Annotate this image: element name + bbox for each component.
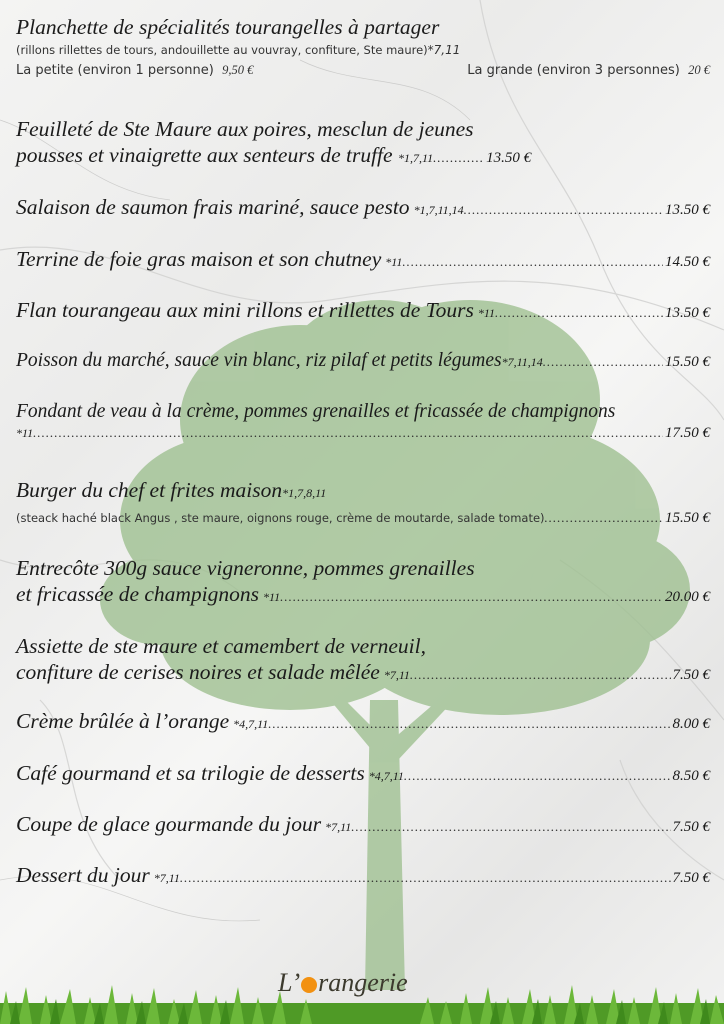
item-title: Poisson du marché, sauce vin blanc, riz pilaf et petits légumes <box>16 350 502 371</box>
menu-item-fondant-veau <box>16 399 710 442</box>
size-small-label: La petite (environ 1 personne) <box>16 63 214 78</box>
item-allergens: *4,7,11 <box>233 717 269 731</box>
menu-item-creme-brulee <box>16 708 710 734</box>
item-price: 17.50 € <box>665 425 710 441</box>
item-allergens: *7,11 <box>153 871 180 885</box>
menu-item-coupe-glace <box>16 811 710 837</box>
menu-item-planchette <box>16 14 710 78</box>
item-row <box>16 708 710 734</box>
menu-item-poisson <box>16 348 710 374</box>
item-title-line1: Fondant de veau à la crème, pommes grenailles et fricassée de champignons <box>16 401 616 422</box>
item-allergens: *4,7,11 <box>368 769 404 783</box>
logo-text-post: rangerie <box>318 968 408 997</box>
menu-item-burger <box>16 477 710 527</box>
item-dots <box>404 768 671 784</box>
item-price: 15.50 € <box>665 354 710 370</box>
item-dots <box>543 354 663 370</box>
item-row <box>16 348 710 374</box>
item-allergens: *7,11 <box>427 43 461 57</box>
item-dots <box>180 870 671 886</box>
item-allergens: *1,7,11,14 <box>413 203 464 217</box>
item-title-line1 <box>16 477 710 506</box>
size-large-label: La grande (environ 3 personnes) <box>467 63 680 78</box>
item-row <box>16 760 710 786</box>
item-allergens: *11 <box>477 306 495 320</box>
item-title: confiture de cerises noires et salade mêlée <box>16 660 380 684</box>
item-description: (steack haché black Angus , ste maure, oignons rouge, crème de moutarde, salade tomate) <box>16 511 545 525</box>
size-small <box>16 63 253 78</box>
item-price: 7.50 € <box>672 667 710 683</box>
orange-icon <box>301 977 317 993</box>
item-title-line1: Entrecôte 300g sauce vigneronne, pommes grenailles <box>16 556 475 580</box>
item-row <box>16 297 710 323</box>
item-price: 13.50 € <box>486 150 532 166</box>
size-small-price: 9,50 € <box>222 63 254 77</box>
item-price: 13.50 € <box>665 202 710 218</box>
item-title: Terrine de foie gras maison et son chutney <box>16 247 382 271</box>
item-price: 15.50 € <box>665 510 710 526</box>
item-dots <box>545 510 663 526</box>
item-price: 20.00 € <box>665 589 710 605</box>
size-large <box>467 63 710 78</box>
item-allergens: *11 <box>385 255 403 269</box>
item-dots <box>402 254 663 270</box>
menu-item-cafe-gourmand <box>16 760 710 786</box>
item-title-text: pousses et vinaigrette aux senteurs de truffe <box>16 143 393 167</box>
item-price: 14.50 € <box>665 254 710 270</box>
item-title: et fricassée de champignons <box>16 582 260 606</box>
item-title-line1: Feuilleté de Ste Maure aux poires, mesclun de jeunes <box>16 117 474 141</box>
item-row <box>16 510 710 527</box>
item-allergens: *7,11 <box>383 668 410 682</box>
item-dots <box>280 589 663 605</box>
item-allergens: *11 <box>263 590 281 604</box>
item-title: Flan tourangeau aux mini rillons et rillettes de Tours <box>16 298 474 322</box>
item-allergens: *7,11 <box>325 820 352 834</box>
item-dots: ............ <box>433 150 485 165</box>
item-row <box>16 811 710 837</box>
menu-item-saumon <box>16 194 710 220</box>
item-row <box>16 425 710 442</box>
item-dots <box>464 202 663 218</box>
item-row <box>16 659 710 685</box>
menu-item-foie-gras <box>16 246 710 272</box>
item-title <box>16 142 710 171</box>
restaurant-logo <box>278 968 448 1008</box>
item-description-text: (rillons rillettes de tours, andouillette au vouvray, confiture, Ste maure) <box>16 43 428 57</box>
item-dots <box>351 819 670 835</box>
item-row <box>16 246 710 272</box>
item-allergens: *1,7,11 <box>397 151 434 165</box>
item-price: 8.00 € <box>672 716 710 732</box>
item-dots <box>410 667 671 683</box>
item-allergens: *11 <box>16 426 34 440</box>
item-row <box>16 194 710 220</box>
item-row <box>16 862 710 888</box>
item-title-text: Burger du chef et frites maison <box>16 478 283 502</box>
menu-item-dessert-du-jour <box>16 862 710 888</box>
item-price: 7.50 € <box>672 819 710 835</box>
item-title: Coupe de glace gourmande du jour <box>16 812 322 836</box>
size-options <box>16 63 710 78</box>
menu-item-feuillete <box>16 116 710 171</box>
item-row <box>16 581 710 607</box>
item-title: Crème brûlée à l’orange <box>16 709 230 733</box>
item-price: 7.50 € <box>672 870 710 886</box>
item-dots <box>268 716 670 732</box>
item-title-line1: Assiette de ste maure et camembert de verneuil, <box>16 634 426 658</box>
menu-item-entrecote <box>16 555 710 607</box>
logo-text-pre: L’ <box>278 968 301 997</box>
item-description <box>16 43 710 57</box>
item-allergens: *7,11,14 <box>501 355 543 369</box>
item-title: Café gourmand et sa trilogie de desserts <box>16 761 365 785</box>
item-title: Dessert du jour <box>16 863 150 887</box>
menu-item-assiette-fromage <box>16 633 710 685</box>
size-large-price: 20 € <box>688 63 710 77</box>
item-price: 8.50 € <box>672 768 710 784</box>
item-allergens: *1,7,8,11 <box>282 486 327 500</box>
item-dots <box>33 425 663 441</box>
menu-item-flan <box>16 297 710 323</box>
item-price: 13.50 € <box>665 305 710 321</box>
item-dots <box>495 305 663 321</box>
item-title: Planchette de spécialités tourangelles à partager <box>16 15 440 39</box>
item-title: Salaison de saumon frais mariné, sauce pesto <box>16 195 410 219</box>
